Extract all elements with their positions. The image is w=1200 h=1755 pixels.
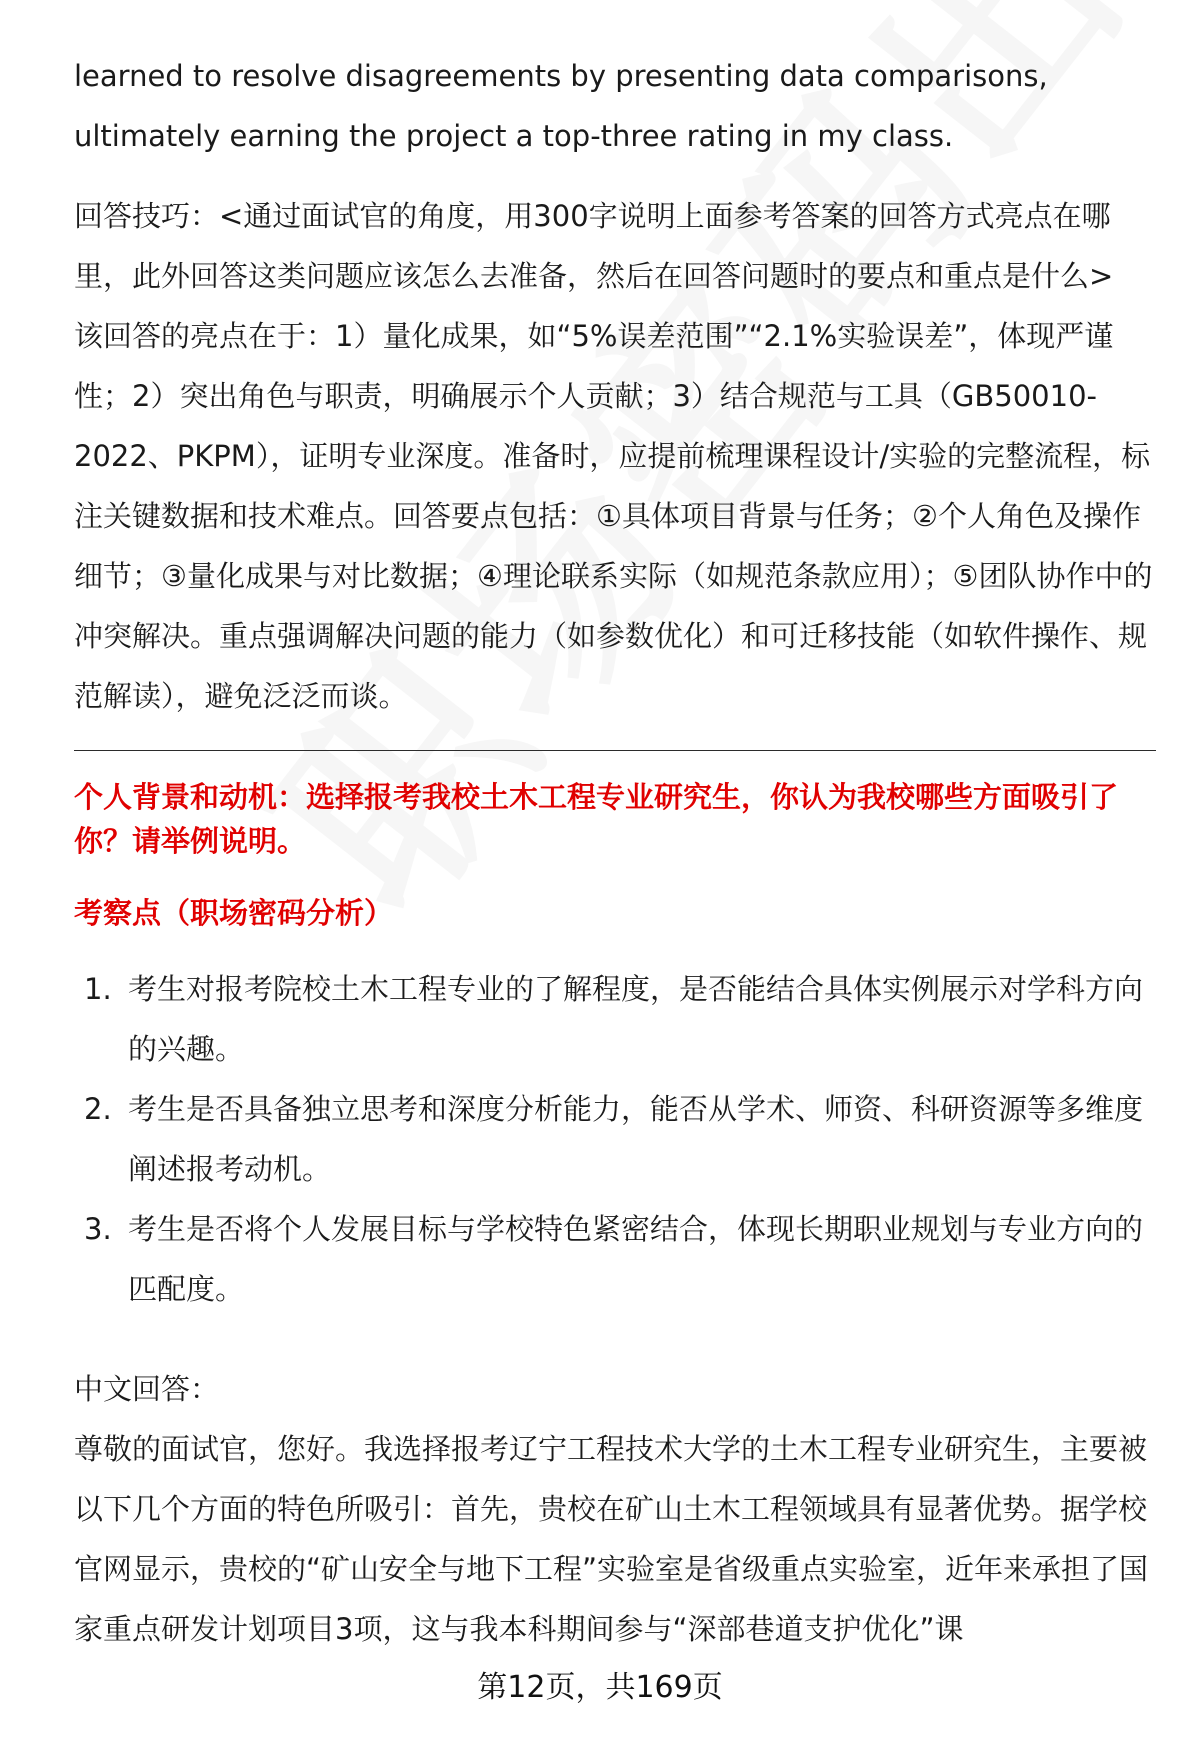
question-heading: 个人背景和动机：选择报考我校土木工程专业研究生，你认为我校哪些方面吸引了你？请举例说明。 bbox=[74, 780, 1119, 858]
list-item bbox=[74, 959, 1156, 1079]
answer-body: 尊敬的面试官，您好。我选择报考辽宁工程技术大学的土木工程专业研究生，主要被以下几个方面的特色所吸引：首先，贵校在矿山土木工程领域具有显著优势。据学校官网显示，贵校的“矿山安全与地下工程”实验室是省级重点实验室，近年来承担了国家重点研发计划项目3项，这与我本科期间参与“深部巷道支护优化”课 bbox=[74, 1432, 1149, 1646]
list-item-text: 考生是否将个人发展目标与学校特色紧密结合，体现长期职业规划与专业方向的匹配度。 bbox=[128, 1212, 1144, 1306]
list-item-number: 2. bbox=[84, 1092, 112, 1126]
list-item-text: 考生对报考院校土木工程专业的了解程度，是否能结合具体实例展示对学科方向的兴趣。 bbox=[128, 972, 1144, 1066]
analysis-heading: 考察点（职场密码分析） bbox=[74, 896, 394, 930]
intro-paragraph: learned to resolve disagreements by presenting data comparisons, ultimately earning the project a top-three rating in my class. bbox=[74, 59, 1048, 153]
page-indicator: 第12页，共169页 bbox=[477, 1670, 723, 1705]
list-item bbox=[74, 1199, 1156, 1319]
list-item-number: 3. bbox=[84, 1212, 112, 1246]
list-item-text: 考生是否具备独立思考和深度分析能力，能否从学术、师资、科研资源等多维度阐述报考动机。 bbox=[128, 1092, 1144, 1186]
spacer bbox=[74, 166, 1156, 186]
tips-label: 回答技巧：<通过面试官的角度，用300字说明上面参考答案的回答方式亮点在哪里，此外回答这类问题应该怎么去准备，然后在回答问题时的要点和重点是什么> bbox=[74, 199, 1114, 293]
spacer bbox=[74, 1319, 1156, 1359]
section-divider bbox=[74, 750, 1156, 751]
list-item-number: 1. bbox=[84, 972, 112, 1006]
answer-label: 中文回答： bbox=[74, 1372, 220, 1406]
list-item bbox=[74, 1079, 1156, 1199]
analysis-list bbox=[74, 959, 1156, 1319]
tips-body: 该回答的亮点在于：1）量化成果，如“5%误差范围”“2.1%实验误差”，体现严谨性；2）突出角色与职责，明确展示个人贡献；3）结合规范与工具（GB50010-2022、PKPM），证明专业深度。准备时，应提前梳理课程设计/实验的完整流程，标注关键数据和技术难点。回答要点包括：①具体项目背景与任务；②个人角色及操作细节；③量化成果与对比数据；④理论联系实际（如规范条款应用）；⑤团队协作中的冲突解决。重点强调解决问题的能力（如参数优化）和可迁移技能（如软件操作、规范解读），避免泛泛而谈。 bbox=[74, 319, 1153, 713]
document-page bbox=[74, 46, 1156, 1659]
